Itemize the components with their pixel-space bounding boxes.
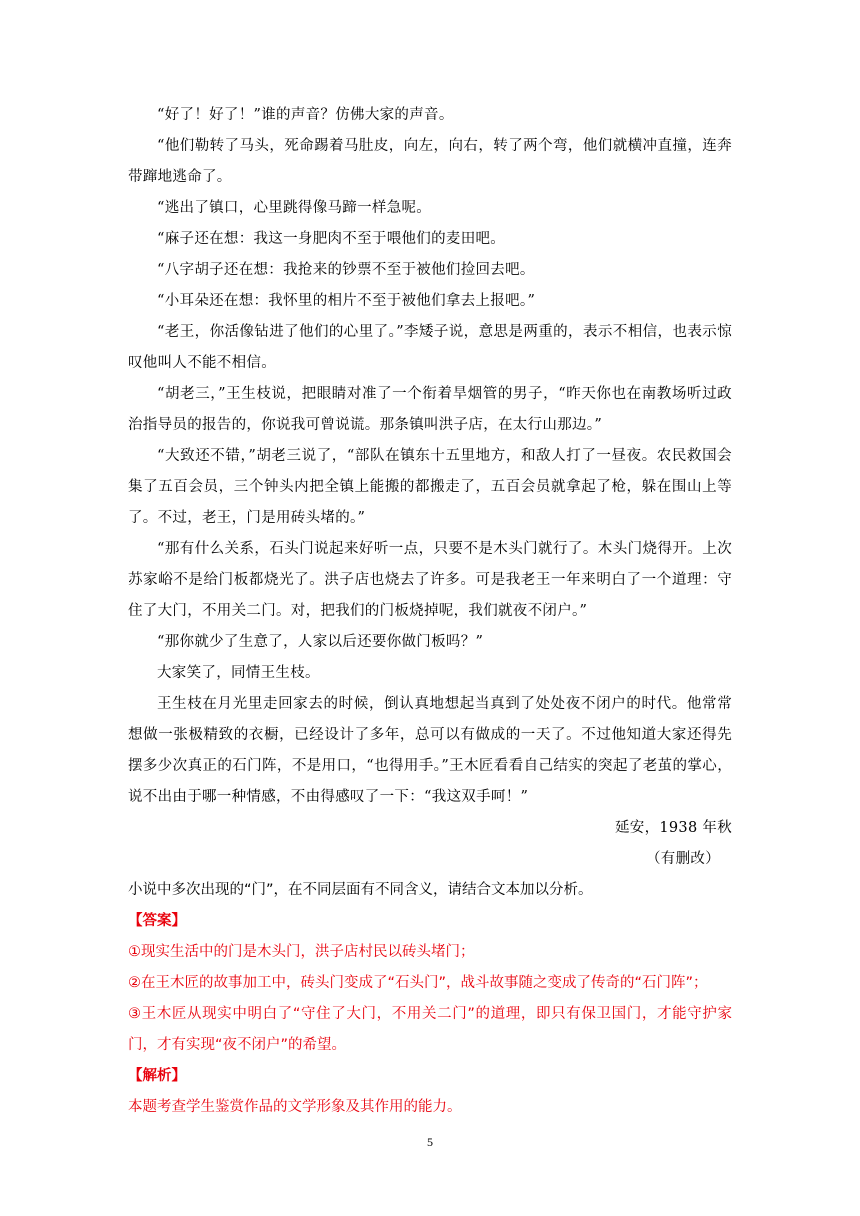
page-content: [128, 100, 732, 1123]
answer-item: ①现实生活中的门是木头门，洪子店村民以砖头堵门；: [128, 944, 475, 960]
page-number: 5: [427, 1135, 433, 1149]
story-paragraph: 王生枝在月光里走回家去的时候，倒认真地想起当真到了处处夜不闭户的时代。他常常想做一张极精致的衣橱，已经设计了多年，总可以有做成的一天了。不过他知道大家还得先摆多少次真正的石门阵，不是用口，“也得用手。”王木匠看看自己结实的突起了老茧的掌心，说不出由于哪一种情感，不由得感叹了一下：“我这双手呵！”: [128, 696, 732, 805]
story-paragraph: “八字胡子还在想：我抢来的钞票不至于被他们捡回去吧。: [157, 262, 535, 278]
story-paragraph: “他们勒转了马头，死命踢着马肚皮，向左，向右，转了两个弯，他们就横冲直撞，连奔带蹿地逃命了。: [128, 138, 732, 185]
analysis-label: 【解析】: [128, 1068, 186, 1084]
story-paragraph: “胡老三，”王生枝说，把眼睛对准了一个衔着旱烟管的男子，“昨天你也在南教场听过政治指导员的报告的，你说我可曾说谎。那条镇叫洪子店，在太行山那边。”: [128, 386, 732, 433]
story-paragraph: “老王，你活像钻进了他们的心里了。”李矮子说，意思是两重的，表示不相信，也表示惊叹他叫人不能不相信。: [128, 324, 732, 371]
story-paragraph: “大致还不错，”胡老三说了，“部队在镇东十五里地方，和敌人打了一昼夜。农民救国会集了五百会员，三个钟头内把全镇上能搬的都搬走了，五百会员就拿起了枪，躲在围山上等了。不过，老王，门是用砖头堵的。”: [128, 448, 732, 526]
question-text: 小说中多次出现的“门”，在不同层面有不同含义，请结合文本加以分析。: [128, 882, 593, 898]
answer-label: 【答案】: [128, 913, 186, 929]
answer-item: ②在王木匠的故事加工中，砖头门变成了“石头门”，战斗故事随之变成了传奇的“石门阵”；: [128, 975, 708, 991]
story-paragraph: “那你就少了生意了，人家以后还要你做门板吗？”: [157, 634, 484, 650]
story-place-date: 延安，1938 年秋: [614, 820, 732, 836]
story-paragraph: “小耳朵还在想：我怀里的相片不至于被他们拿去上报吧。”: [157, 293, 536, 309]
story-paragraph: “逃出了镇口，心里跳得像马蹄一样急呢。: [157, 200, 432, 216]
answer-item: ③王木匠从现实中明白了“守住了大门，不用关二门”的道理，即只有保卫国门，才能守护家门，才有实现“夜不闭户”的希望。: [128, 1006, 732, 1053]
analysis-text: 本题考查学生鉴赏作品的文学形象及其作用的能力。: [128, 1099, 462, 1115]
story-paragraph: “好了！好了！”谁的声音？仿佛大家的声音。: [157, 107, 454, 123]
story-paragraph: “那有什么关系，石头门说起来好听一点，只要不是木头门就行了。木头门烧得开。上次苏家峪不是给门板都烧光了。洪子店也烧去了许多。可是我老王一年来明白了一个道理：守住了大门，不用关二门。对，把我们的门板烧掉呢，我们就夜不闭户。”: [128, 541, 732, 619]
story-note: （有删改）: [646, 851, 720, 867]
story-paragraph: “麻子还在想：我这一身肥肉不至于喂他们的麦田吧。: [157, 231, 506, 247]
story-paragraph: 大家笑了，同情王生枝。: [157, 665, 320, 681]
